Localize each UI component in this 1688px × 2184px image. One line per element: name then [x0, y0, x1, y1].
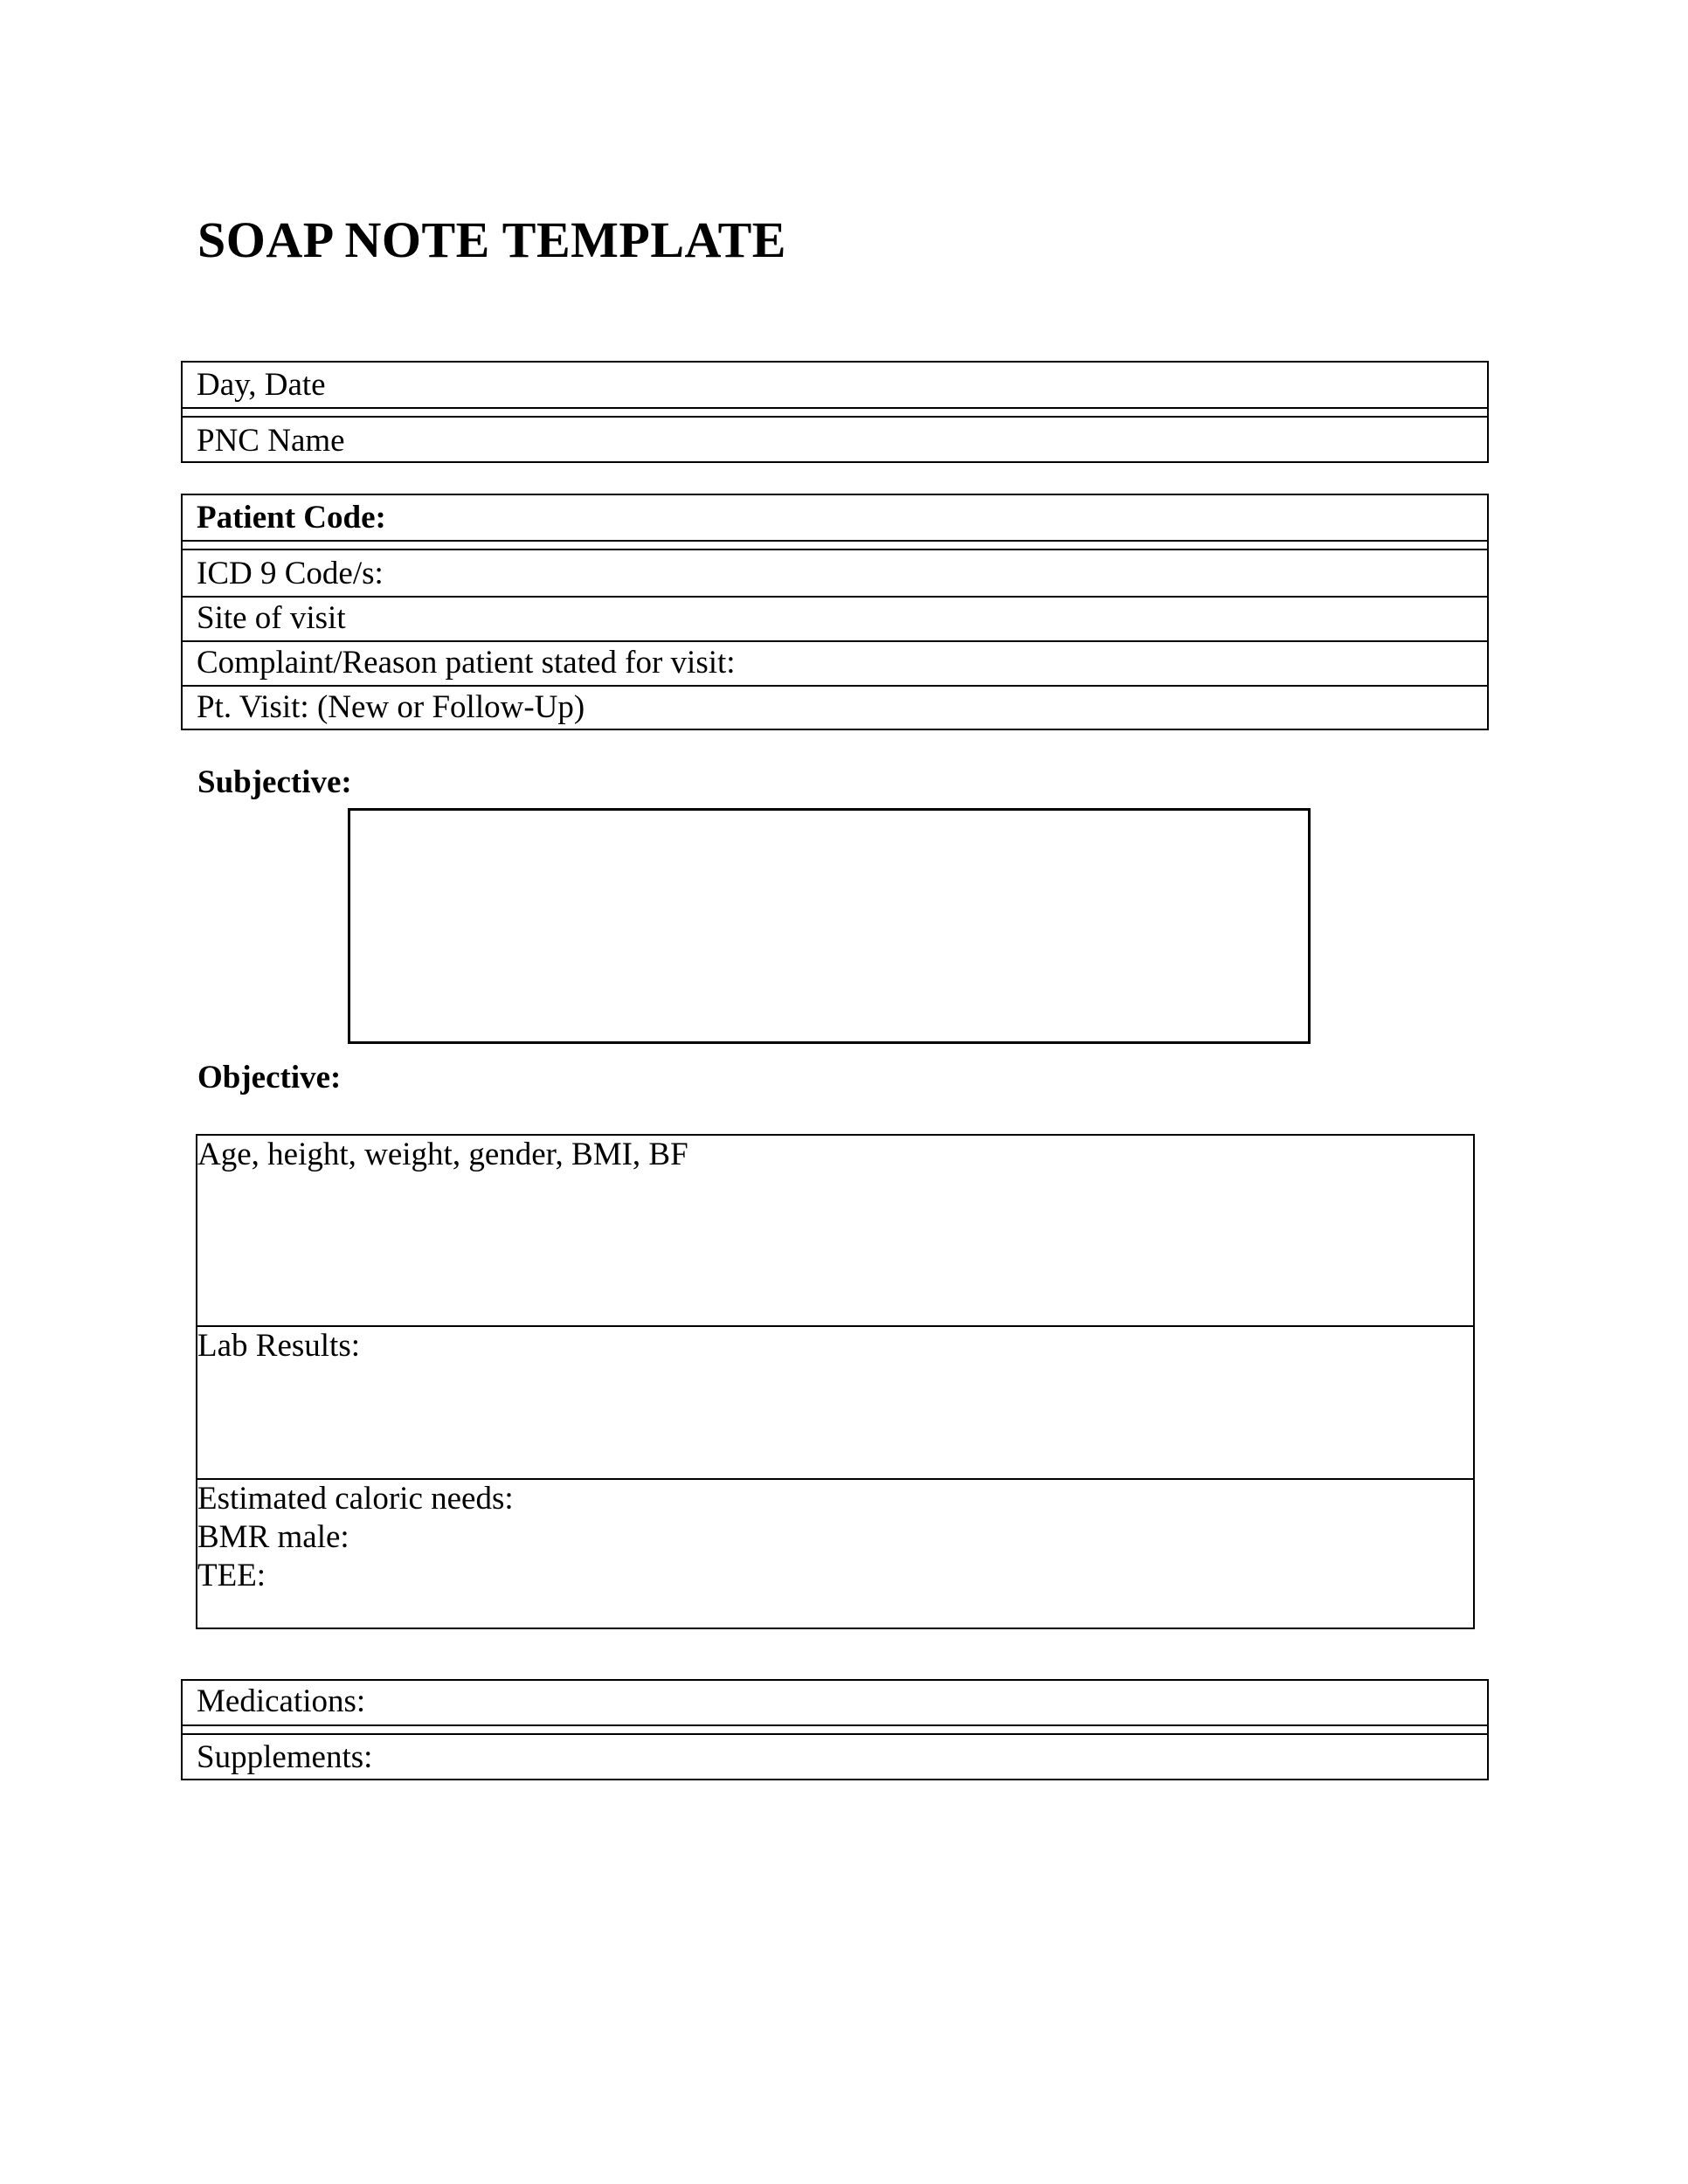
header-divider-bottom [183, 416, 1487, 418]
supplements-label: Supplements: [197, 1739, 373, 1775]
caloric-needs-label: Estimated caloric needs: [197, 1481, 514, 1517]
subjective-box[interactable] [348, 808, 1311, 1044]
pnc-name-field[interactable] [183, 420, 1487, 462]
day-date-label: Day, Date [197, 367, 326, 403]
visit-type-label: Pt. Visit: (New or Follow-Up) [197, 689, 585, 725]
lab-results-label: Lab Results: [197, 1328, 361, 1364]
page-title: SOAP NOTE TEMPLATE [197, 211, 786, 268]
medications-label: Medications: [197, 1683, 366, 1719]
patient-divider-a [183, 540, 1487, 542]
header-table [181, 361, 1489, 463]
subjective-label: Subjective: [197, 764, 352, 800]
patient-code-field[interactable] [183, 497, 1487, 539]
site-of-visit-field[interactable] [183, 598, 1487, 639]
icd9-label: ICD 9 Code/s: [197, 556, 384, 591]
pnc-name-label: PNC Name [197, 423, 345, 459]
patient-divider-b [183, 549, 1487, 550]
caloric-needs-field[interactable] [197, 1480, 1473, 1628]
meds-divider-bottom [183, 1733, 1487, 1735]
objective-table [196, 1134, 1475, 1629]
vitals-field[interactable] [197, 1136, 1473, 1325]
header-divider-top [183, 407, 1487, 409]
complaint-label: Complaint/Reason patient stated for visit: [197, 645, 736, 681]
icd9-field[interactable] [183, 553, 1487, 595]
vitals-label: Age, height, weight, gender, BMI, BF [197, 1137, 688, 1172]
patient-code-label: Patient Code: [197, 500, 386, 536]
site-of-visit-label: Site of visit [197, 600, 346, 636]
objective-label: Objective: [197, 1060, 342, 1095]
medications-field[interactable] [183, 1681, 1487, 1724]
bmr-male-label: BMR male: [197, 1519, 349, 1555]
visit-type-field[interactable] [183, 687, 1487, 729]
complaint-field[interactable] [183, 642, 1487, 684]
meds-divider-top [183, 1724, 1487, 1726]
lab-results-field[interactable] [197, 1327, 1473, 1478]
supplements-field[interactable] [183, 1737, 1487, 1779]
patient-table [181, 494, 1489, 730]
tee-label: TEE: [197, 1558, 266, 1593]
medications-table [181, 1679, 1489, 1780]
day-date-field[interactable] [183, 364, 1487, 406]
